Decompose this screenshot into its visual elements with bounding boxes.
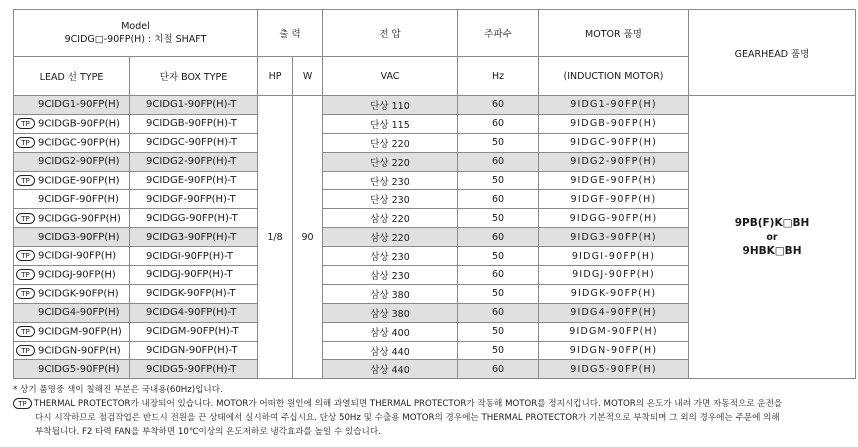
frequency-cell: 50 [458, 171, 539, 190]
w-header: W [293, 57, 323, 96]
voltage-cell: 삼상 230 [323, 247, 458, 266]
voltage-cell: 삼상 380 [323, 303, 458, 322]
box-type-header: 단자 BOX TYPE [130, 57, 258, 96]
voltage-cell: 단상 230 [323, 190, 458, 209]
lead-type-value: 9CIDGC-90FP(H) [38, 137, 121, 149]
frequency-cell: 50 [458, 341, 539, 360]
spec-table-wrapper [13, 9, 855, 379]
voltage-header: 전 압 [323, 10, 458, 57]
lead-type-value: 9CIDGG-90FP(H) [38, 213, 121, 225]
hz-header: Hz [458, 57, 539, 96]
box-type-cell: 9CIDG2-90FP(H)-T [130, 152, 258, 171]
box-type-cell: 9CIDGG-90FP(H)-T [130, 209, 258, 228]
lead-type-cell [14, 171, 130, 190]
tp-icon: TP [16, 250, 35, 261]
voltage-cell: 단상 230 [323, 171, 458, 190]
box-type-cell: 9CIDGB-90FP(H)-T [130, 114, 258, 133]
box-type-cell: 9CIDGK-90FP(H)-T [130, 284, 258, 303]
frequency-cell: 60 [458, 360, 539, 379]
hp-header: HP [258, 57, 293, 96]
notes [13, 383, 855, 439]
frequency-cell: 50 [458, 133, 539, 152]
motor-cell: 9IDG4-90FP(H) [539, 303, 689, 322]
voltage-cell: 삼상 440 [323, 341, 458, 360]
tp-icon: TP [16, 118, 35, 129]
gearhead-model-2: 9HBK□BH [742, 244, 802, 257]
motor-header: MOTOR 품명 [539, 10, 689, 57]
lead-type-cell [14, 114, 130, 133]
box-type-cell: 9CIDGM-90FP(H)-T [130, 322, 258, 341]
gearhead-cell [689, 96, 856, 379]
lead-type-cell [14, 360, 130, 379]
motor-cell: 9IDG1-90FP(H) [539, 96, 689, 115]
frequency-header: 주파수 [458, 10, 539, 57]
motor-cell: 9IDGC-90FP(H) [539, 133, 689, 152]
note-domestic: * 상기 품명중 색이 칠해진 부분은 국내용(60Hz)입니다. [13, 385, 223, 395]
voltage-cell: 단상 115 [323, 114, 458, 133]
box-type-cell: 9CIDGC-90FP(H)-T [130, 133, 258, 152]
w-value: 90 [293, 96, 323, 379]
output-header: 출 력 [258, 10, 323, 57]
lead-type-cell [14, 133, 130, 152]
tp-icon: TP [16, 288, 35, 299]
box-type-cell: 9CIDGF-90FP(H)-T [130, 190, 258, 209]
hp-value: 1/8 [258, 96, 293, 379]
frequency-cell: 60 [458, 114, 539, 133]
vac-header: VAC [323, 57, 458, 96]
voltage-cell: 삼상 220 [323, 228, 458, 247]
gearhead-or: or [766, 231, 778, 243]
lead-type-value: 9CIDG1-90FP(H) [38, 99, 120, 111]
tp-icon: TP [16, 269, 35, 280]
tp-icon: TP [13, 398, 32, 409]
lead-type-cell [14, 152, 130, 171]
lead-type-cell [14, 96, 130, 115]
lead-type-value: 9CIDGM-90FP(H) [38, 326, 122, 338]
lead-type-value: 9CIDG4-90FP(H) [38, 307, 120, 319]
motor-cell: 9IDG5-90FP(H) [539, 360, 689, 379]
gearhead-model-1: 9PB(F)K□BH [734, 216, 810, 229]
gearhead-header: GEARHEAD 품명 [689, 10, 856, 96]
motor-cell: 9IDG3-90FP(H) [539, 228, 689, 247]
box-type-cell: 9CIDG4-90FP(H)-T [130, 303, 258, 322]
tp-icon: TP [16, 137, 35, 148]
motor-cell: 9IDG2-90FP(H) [539, 152, 689, 171]
lead-type-value: 9CIDG2-90FP(H) [38, 156, 120, 168]
note-thermal-cont: 다시 시작하므로 점검작업은 반드시 전원을 끈 상태에서 실시하여 주십시요. 단상 50Hz 및 수출용 MOTOR의 경우에는 THERMAL PROTECTOR가 기본적으로 부착되며 그 외의 경우에는 주문에 의해 [35, 413, 780, 423]
model-subtitle: 9CIDG□-90FP(H) : 치절 SHAFT [64, 34, 207, 45]
box-type-cell: 9CIDGE-90FP(H)-T [130, 171, 258, 190]
frequency-cell: 60 [458, 228, 539, 247]
voltage-cell: 삼상 400 [323, 322, 458, 341]
motor-cell: 9IDGE-90FP(H) [539, 171, 689, 190]
box-type-cell: 9CIDG3-90FP(H)-T [130, 228, 258, 247]
frequency-cell: 50 [458, 247, 539, 266]
motor-cell: 9IDGF-90FP(H) [539, 190, 689, 209]
lead-type-value: 9CIDGJ-90FP(H) [38, 269, 116, 281]
lead-type-value: 9CIDGI-90FP(H) [38, 250, 117, 262]
lead-type-value: 9CIDGK-90FP(H) [38, 288, 119, 300]
note-fan: 부착됩니다. F2 타력 FAN을 부착하면 10℃이상의 온도저하로 냉각효과를 높일 수 있습니다. [35, 427, 381, 437]
voltage-cell: 단상 220 [323, 152, 458, 171]
lead-type-cell [14, 190, 130, 209]
frequency-cell: 50 [458, 284, 539, 303]
model-label: Model [121, 21, 150, 32]
voltage-cell: 삼상 380 [323, 284, 458, 303]
lead-type-cell [14, 322, 130, 341]
model-header [14, 10, 258, 57]
motor-cell: 9IDGN-90FP(H) [539, 341, 689, 360]
spec-table [13, 9, 856, 379]
voltage-cell: 삼상 230 [323, 266, 458, 285]
box-type-cell: 9CIDG5-90FP(H)-T [130, 360, 258, 379]
lead-type-cell [14, 247, 130, 266]
lead-type-value: 9CIDGB-90FP(H) [38, 118, 121, 130]
voltage-cell: 삼상 440 [323, 360, 458, 379]
lead-type-cell [14, 284, 130, 303]
lead-type-value: 9CIDG3-90FP(H) [38, 231, 120, 243]
motor-cell: 9IDGG-90FP(H) [539, 209, 689, 228]
lead-type-cell [14, 209, 130, 228]
lead-type-value: 9CIDGN-90FP(H) [38, 345, 121, 357]
motor-cell: 9IDGM-90FP(H) [539, 322, 689, 341]
frequency-cell: 60 [458, 152, 539, 171]
frequency-cell: 50 [458, 322, 539, 341]
box-type-cell: 9CIDGJ-90FP(H)-T [130, 266, 258, 285]
lead-type-value: 9CIDG5-90FP(H) [38, 363, 120, 375]
tp-icon: TP [16, 213, 35, 224]
lead-type-header: LEAD 선 TYPE [14, 57, 130, 96]
lead-type-cell [14, 266, 130, 285]
motor-cell: 9IDGJ-90FP(H) [539, 266, 689, 285]
frequency-cell: 60 [458, 190, 539, 209]
tp-icon: TP [16, 345, 35, 356]
tp-icon: TP [16, 326, 35, 337]
lead-type-value: 9CIDGE-90FP(H) [38, 175, 120, 187]
induction-motor-header: (INDUCTION MOTOR) [539, 57, 689, 96]
note-thermal [13, 397, 855, 411]
voltage-cell: 삼상 220 [323, 209, 458, 228]
spec-table-body [14, 96, 856, 379]
lead-type-cell [14, 228, 130, 247]
box-type-cell: 9CIDGN-90FP(H)-T [130, 341, 258, 360]
voltage-cell: 단상 220 [323, 133, 458, 152]
motor-cell: 9IDGK-90FP(H) [539, 284, 689, 303]
lead-type-cell [14, 303, 130, 322]
frequency-cell: 50 [458, 209, 539, 228]
motor-cell: 9IDGB-90FP(H) [539, 114, 689, 133]
lead-type-cell [14, 341, 130, 360]
motor-cell: 9IDGI-90FP(H) [539, 247, 689, 266]
box-type-cell: 9CIDGI-90FP(H)-T [130, 247, 258, 266]
frequency-cell: 60 [458, 266, 539, 285]
frequency-cell: 60 [458, 303, 539, 322]
box-type-cell: 9CIDG1-90FP(H)-T [130, 96, 258, 115]
table-row [14, 96, 856, 115]
lead-type-value: 9CIDGF-90FP(H) [38, 193, 119, 205]
note-thermal-text: THERMAL PROTECTOR가 내장되어 있습니다. MOTOR가 어떠한 원인에 의해 과열되면 THERMAL PROTECTOR가 작동해 MOTOR를 정지시킵니다. MOTOR의 온도가 내려 가면 자동적으로 운전을 [34, 399, 783, 409]
voltage-cell: 단상 110 [323, 96, 458, 115]
tp-icon: TP [16, 175, 35, 186]
frequency-cell: 60 [458, 96, 539, 115]
